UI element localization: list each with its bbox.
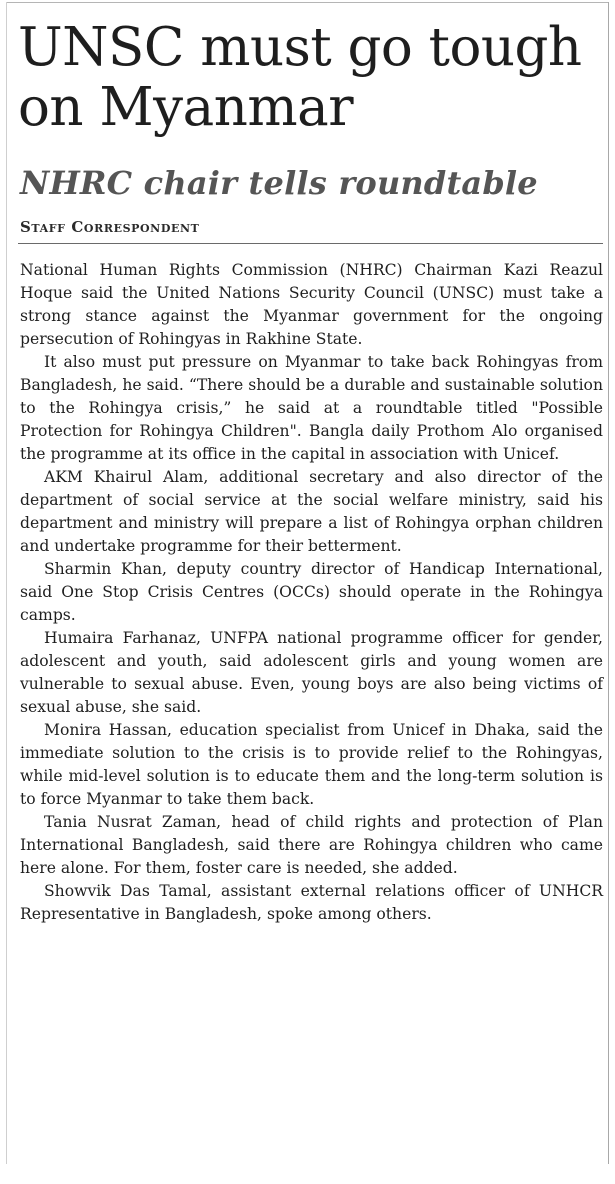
article-body <box>20 259 603 926</box>
article-paragraph: Sharmin Khan, deputy country director of Handicap International, said One Stop Crisis Centres (OCCs) should operate in the Rohingya camps. <box>20 560 603 624</box>
clipping-top-border <box>6 2 609 3</box>
article-paragraph: Monira Hassan, education specialist from Unicef in Dhaka, said the immediate solution to the crisis is to provide relief to the Rohingyas, while mid-level solution is to educate them and the long-term solution is to force Myanmar to take them back. <box>20 721 603 808</box>
byline-divider <box>18 243 603 244</box>
article-paragraph: Tania Nusrat Zaman, head of child rights and protection of Plan International Bangladesh, said there are Rohingya children who came here alone. For them, foster care is needed, she added. <box>20 813 603 877</box>
article-paragraph: AKM Khairul Alam, additional secretary and also director of the department of social service at the social welfare ministry, said his department and ministry will prepare a list of Rohingya orphan children and undertake programme for their betterment. <box>20 468 603 555</box>
article-headline: UNSC must go tough on Myanmar <box>18 17 582 138</box>
article-byline: Staff Correspondent <box>20 218 200 236</box>
clipping-left-border <box>6 2 7 1164</box>
article-paragraph: Showvik Das Tamal, assistant external relations officer of UNHCR Representative in Bangladesh, spoke among others. <box>20 882 603 923</box>
article-paragraph: Humaira Farhanaz, UNFPA national programme officer for gender, adolescent and youth, said adolescent girls and young women are vulnerable to sexual abuse. Even, young boys are also being victims of sexual abuse, she said. <box>20 629 603 716</box>
article-paragraph: National Human Rights Commission (NHRC) Chairman Kazi Reazul Hoque said the United Nations Security Council (UNSC) must take a strong stance against the Myanmar government for the ongoing persecution of Rohingyas in Rakhine State. <box>20 261 603 348</box>
article-paragraph: It also must put pressure on Myanmar to take back Rohingyas from Bangladesh, he said. “There should be a durable and sustainable solution to the Rohingya crisis,” he said at a roundtable titled "Possible Protection for Rohingya Children". Bangla daily Prothom Alo organised the programme at its office in the capital in association with Unicef. <box>20 353 603 463</box>
article-subhead: NHRC chair tells roundtable <box>20 164 538 202</box>
